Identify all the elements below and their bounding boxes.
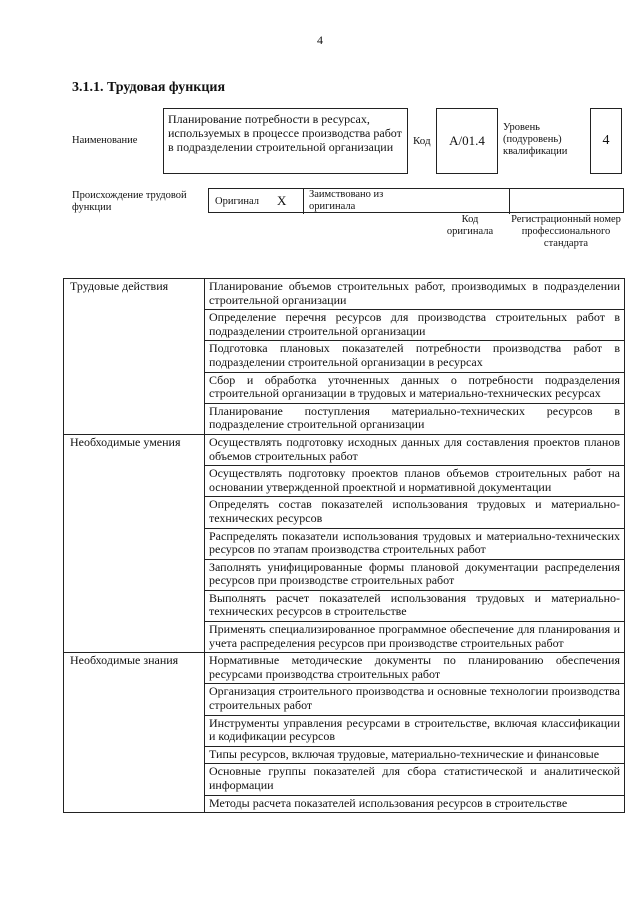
section-title: 3.1.1. Трудовая функция bbox=[72, 80, 226, 95]
table-row bbox=[64, 279, 625, 310]
code-value: A/01.4 bbox=[436, 108, 498, 174]
item-cell: Основные группы показателей для сбора статистической и аналитической информации bbox=[205, 764, 625, 795]
item-cell: Типы ресурсов, включая трудовые, материально-технические и финансовые bbox=[205, 746, 625, 764]
function-name-box: Планирование потребности в ресурсах, используемых в процессе производства работ в подразделении строительной организации bbox=[163, 108, 408, 174]
item-cell: Методы расчета показателей использования ресурсов в строительстве bbox=[205, 795, 625, 813]
item-cell: Нормативные методические документы по планированию обеспечения ресурсами производства строительных работ bbox=[205, 653, 625, 684]
page-number: 4 bbox=[317, 33, 323, 47]
code-label: Код bbox=[413, 135, 431, 147]
item-cell: Планирование объемов строительных работ, производимых в подразделении строительной организации bbox=[205, 279, 625, 310]
origin-original-cell bbox=[209, 189, 304, 214]
item-cell: Планирование поступления материально-технических ресурсов в подразделение строительной организации bbox=[205, 403, 625, 434]
code-original-caption: Код оригинала bbox=[446, 214, 494, 237]
item-cell: Заполнять унифицированные формы плановой документации распределения ресурсов при производстве строительных работ bbox=[205, 559, 625, 590]
table-row bbox=[64, 653, 625, 684]
item-cell: Определять состав показателей использования трудовых и материально-технических ресурсов bbox=[205, 497, 625, 528]
level-value: 4 bbox=[590, 108, 622, 174]
reg-number-caption: Регистрационный номер профессионального стандарта bbox=[511, 214, 621, 249]
borrowed-label: Заимствовано из оригинала bbox=[309, 189, 384, 212]
item-cell: Осуществлять подготовку проектов планов объемов строительных работ на основании утвержденной проектной и нормативной документации bbox=[205, 466, 625, 497]
code-original-cell bbox=[443, 189, 510, 214]
item-cell: Распределять показатели использования трудовых и материально-технических ресурсов по этапам производства строительных работ bbox=[205, 528, 625, 559]
table-row bbox=[64, 434, 625, 465]
category-cell: Трудовые действия bbox=[64, 279, 205, 435]
level-label: Уровень (подуровень) квалификации bbox=[503, 122, 568, 157]
item-cell: Определение перечня ресурсов для производства строительных работ в подразделении строительной организации bbox=[205, 310, 625, 341]
item-cell: Подготовка плановых показателей потребности производства работ в подразделении строительной организации в ресурсах bbox=[205, 341, 625, 372]
item-cell: Организация строительного производства и основные технологии производства строительных работ bbox=[205, 684, 625, 715]
original-label: Оригинал bbox=[215, 196, 259, 207]
origin-table bbox=[208, 188, 624, 213]
item-cell: Применять специализированное программное обеспечение для планирования и учета распределения ресурсов при производстве строительных работ bbox=[205, 622, 625, 653]
item-cell: Сбор и обработка уточненных данных о потребности подразделения строительной организации в трудовых и материально-технических ресурсах bbox=[205, 372, 625, 403]
name-label: Наименование bbox=[72, 135, 138, 146]
origin-label: Происхождение трудовой функции bbox=[72, 190, 187, 213]
category-cell: Необходимые знания bbox=[64, 653, 205, 813]
original-mark: X bbox=[277, 193, 287, 208]
item-cell: Выполнять расчет показателей использования трудовых и материально-технических ресурсов в строительстве bbox=[205, 590, 625, 621]
category-cell: Необходимые умения bbox=[64, 434, 205, 652]
item-cell: Инструменты управления ресурсами в строительстве, включая классификации и кодификации ресурсов bbox=[205, 715, 625, 746]
item-cell: Осуществлять подготовку исходных данных для составления проектов планов объемов строительных работ bbox=[205, 434, 625, 465]
function-details-table bbox=[63, 278, 625, 813]
